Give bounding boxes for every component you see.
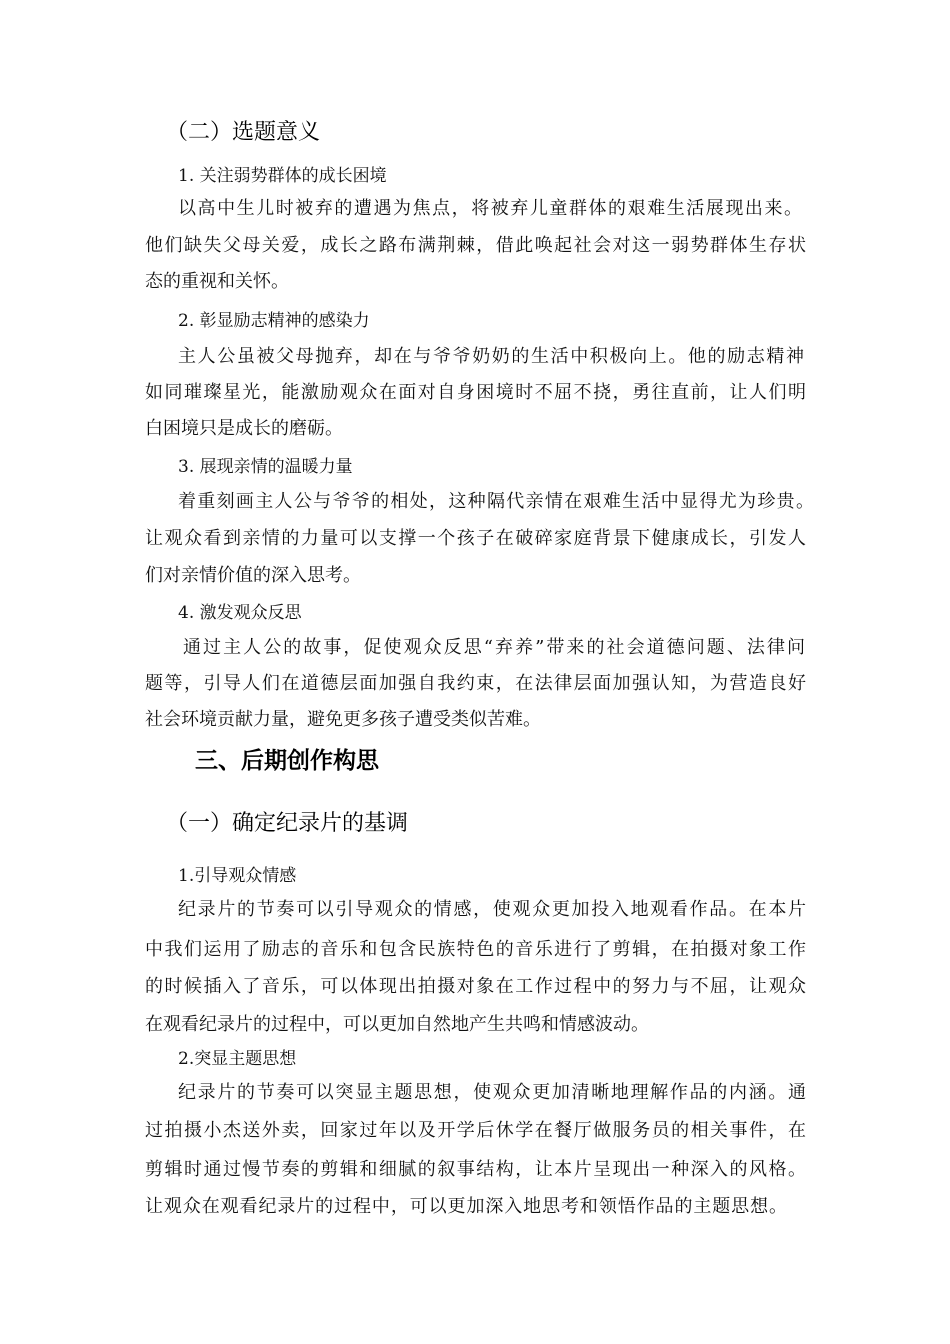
- paragraph-line: 主人公虽被父母抛弃，却在与爷爷奶奶的生活中积极向上。他的励志精神: [178, 346, 804, 367]
- item-heading: 3. 展现亲情的温暖力量: [178, 457, 353, 477]
- paragraph-line: 在观看纪录片的过程中，可以更加自然地产生共鸣和情感波动。: [145, 1014, 649, 1035]
- paragraph-line: 如同璀璨星光，能激励观众在面对自身困境时不屈不挠，勇往直前，让人们明: [145, 382, 806, 403]
- paragraph-line: 社会环境贡献力量，避免更多孩子遭受类似苦难。: [145, 709, 541, 730]
- paragraph-line: 着重刻画主人公与爷爷的相处，这种隔代亲情在艰难生活中显得尤为珍贵。: [178, 491, 814, 512]
- paragraph-line: 纪录片的节奏可以突显主题思想，使观众更加清晰地理解作品的内涵。通: [178, 1082, 806, 1103]
- item-heading: 1. 关注弱势群体的成长困境: [178, 166, 387, 186]
- item-heading: 1.引导观众情感: [178, 866, 297, 886]
- item-heading: 4. 激发观众反思: [178, 603, 302, 623]
- paragraph-line: 白困境只是成长的磨砺。: [145, 418, 343, 439]
- paragraph-line: 中我们运用了励志的音乐和包含民族特色的音乐进行了剪辑，在拍摄对象工作: [145, 939, 806, 960]
- paragraph-line: 们对亲情价值的深入思考。: [145, 565, 361, 586]
- item-heading: 2.突显主题思想: [178, 1049, 297, 1069]
- paragraph-line: 纪录片的节奏可以引导观众的情感，使观众更加投入地观看作品。在本片: [178, 899, 806, 920]
- section-title-tone: （一）确定纪录片的基调: [166, 811, 409, 836]
- paragraph-line: 剪辑时通过慢节奏的剪辑和细腻的叙事结构，让本片呈现出一种深入的风格。: [145, 1159, 806, 1180]
- paragraph-line: 让观众在观看纪录片的过程中，可以更加深入地思考和领悟作品的主题思想。: [145, 1196, 787, 1217]
- paragraph-line: 的时候插入了音乐，可以体现出拍摄对象在工作过程中的努力与不屈，让观众: [145, 976, 806, 997]
- paragraph-line: 让观众看到亲情的力量可以支撑一个孩子在破碎家庭背景下健康成长，引发人: [145, 528, 806, 549]
- chapter-title: 三、后期创作构思: [195, 748, 379, 774]
- section-title-significance: （二）选题意义: [166, 120, 321, 145]
- paragraph-line: 态的重视和关怀。: [145, 271, 289, 292]
- paragraph-line: 通过主人公的故事，促使观众反思“弃养”带来的社会道德问题、法律问: [183, 637, 805, 658]
- paragraph-line: 题等，引导人们在道德层面加强自我约束，在法律层面加强认知，为营造良好: [145, 673, 806, 694]
- paragraph-line: 以高中生儿时被弃的遭遇为焦点，将被弃儿童群体的艰难生活展现出来。: [178, 198, 802, 219]
- item-heading: 2. 彰显励志精神的感染力: [178, 311, 370, 331]
- paragraph-line: 过拍摄小杰送外卖，回家过年以及开学后休学在餐厅做服务员的相关事件，在: [145, 1120, 806, 1141]
- paragraph-line: 他们缺失父母关爱，成长之路布满荆棘，借此唤起社会对这一弱势群体生存状: [145, 235, 806, 256]
